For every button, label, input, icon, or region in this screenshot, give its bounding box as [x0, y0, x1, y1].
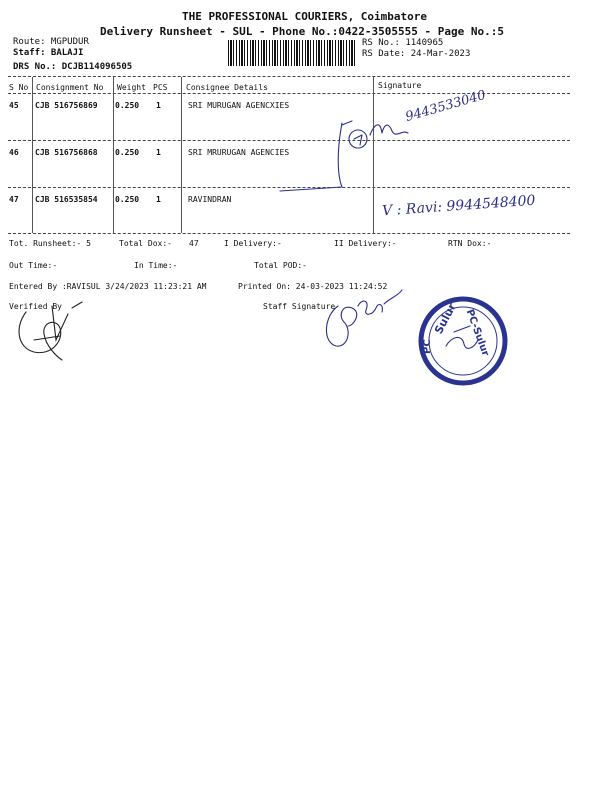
row-sno: 47 — [9, 195, 19, 204]
row-pcs: 1 — [156, 195, 161, 204]
row-consignment: CJB 516535854 — [35, 195, 98, 204]
row-pcs: 1 — [156, 101, 161, 110]
table-top-rule — [8, 76, 570, 77]
row-consignment: CJB 516756868 — [35, 148, 98, 157]
row-47-handwritten-note: V : Ravi: 9944548400 — [381, 192, 536, 220]
printed-on: Printed On: 24-03-2023 11:24:52 — [238, 282, 388, 291]
i-delivery: I Delivery:- — [224, 239, 282, 248]
table-bottom-rule — [8, 233, 570, 234]
header-bottom-rule — [8, 93, 570, 94]
route-label: Route: MGPUDUR — [13, 37, 89, 47]
col-header-sno: S No — [9, 83, 29, 92]
total-dox-value: 47 — [189, 239, 199, 248]
row-consignee: SRI MURUGAN AGENCXIES — [188, 101, 290, 110]
row-sno: 45 — [9, 101, 19, 110]
col-header-pcs: PCS — [153, 83, 168, 92]
col-header-signature: Signature — [378, 81, 422, 90]
row-consignee: RAVINDRAN — [188, 195, 232, 204]
row-pcs: 1 — [156, 148, 161, 157]
row-weight: 0.250 — [115, 101, 140, 110]
in-time: In Time:- — [134, 261, 178, 270]
ii-delivery: II Delivery:- — [334, 239, 397, 248]
entered-by: Entered By :RAVISUL 3/24/2023 11:23:21 AM — [9, 282, 207, 291]
barcode — [228, 40, 356, 66]
row-consignment: CJB 516756869 — [35, 101, 98, 110]
stamp-text-right: PC-Sulur — [463, 308, 491, 358]
row-weight: 0.250 — [115, 148, 140, 157]
total-dox-label: Total Dox:- — [119, 239, 172, 248]
staff-label: Staff: BALAJI — [13, 48, 84, 58]
col-header-consignee: Consignee Details — [186, 83, 268, 92]
out-time: Out Time:- — [9, 261, 58, 270]
staff-signature — [318, 286, 418, 356]
column-divider — [113, 77, 114, 233]
column-divider — [181, 77, 182, 233]
total-pod: Total POD:- — [254, 261, 307, 270]
col-header-weight: Weight — [117, 83, 146, 92]
row-45-handwritten-phone: 9443533040 — [403, 87, 488, 125]
company-title: THE PROFESSIONAL COURIERS, Coimbatore — [182, 10, 428, 23]
stamp-text-bottom: PC — [422, 339, 433, 354]
stamp-text-left: Sulur — [432, 301, 459, 337]
rtn-dox: RTN Dox:- — [448, 239, 492, 248]
column-divider — [32, 77, 33, 233]
rs-no-label: RS No.: 1140965 — [362, 38, 444, 48]
tot-runsheet: Tot. Runsheet:- 5 — [9, 239, 91, 248]
runsheet-subtitle: Delivery Runsheet - SUL - Phone No.:0422-3505555 - Page No.:5 — [100, 25, 504, 38]
staff-signature-label: Staff Signature — [263, 302, 336, 311]
row-sno: 46 — [9, 148, 19, 157]
drs-label: DRS No.: DCJB114096505 — [13, 62, 133, 72]
row-weight: 0.250 — [115, 195, 140, 204]
row-consignee: SRI MRURUGAN AGENCIES — [188, 148, 290, 157]
rs-date-label: RS Date: 24-Mar-2023 — [362, 49, 471, 59]
col-header-consignment: Consignment No — [36, 83, 104, 92]
verified-by-signature — [12, 300, 102, 370]
verified-by-label: Verified By — [9, 302, 62, 311]
